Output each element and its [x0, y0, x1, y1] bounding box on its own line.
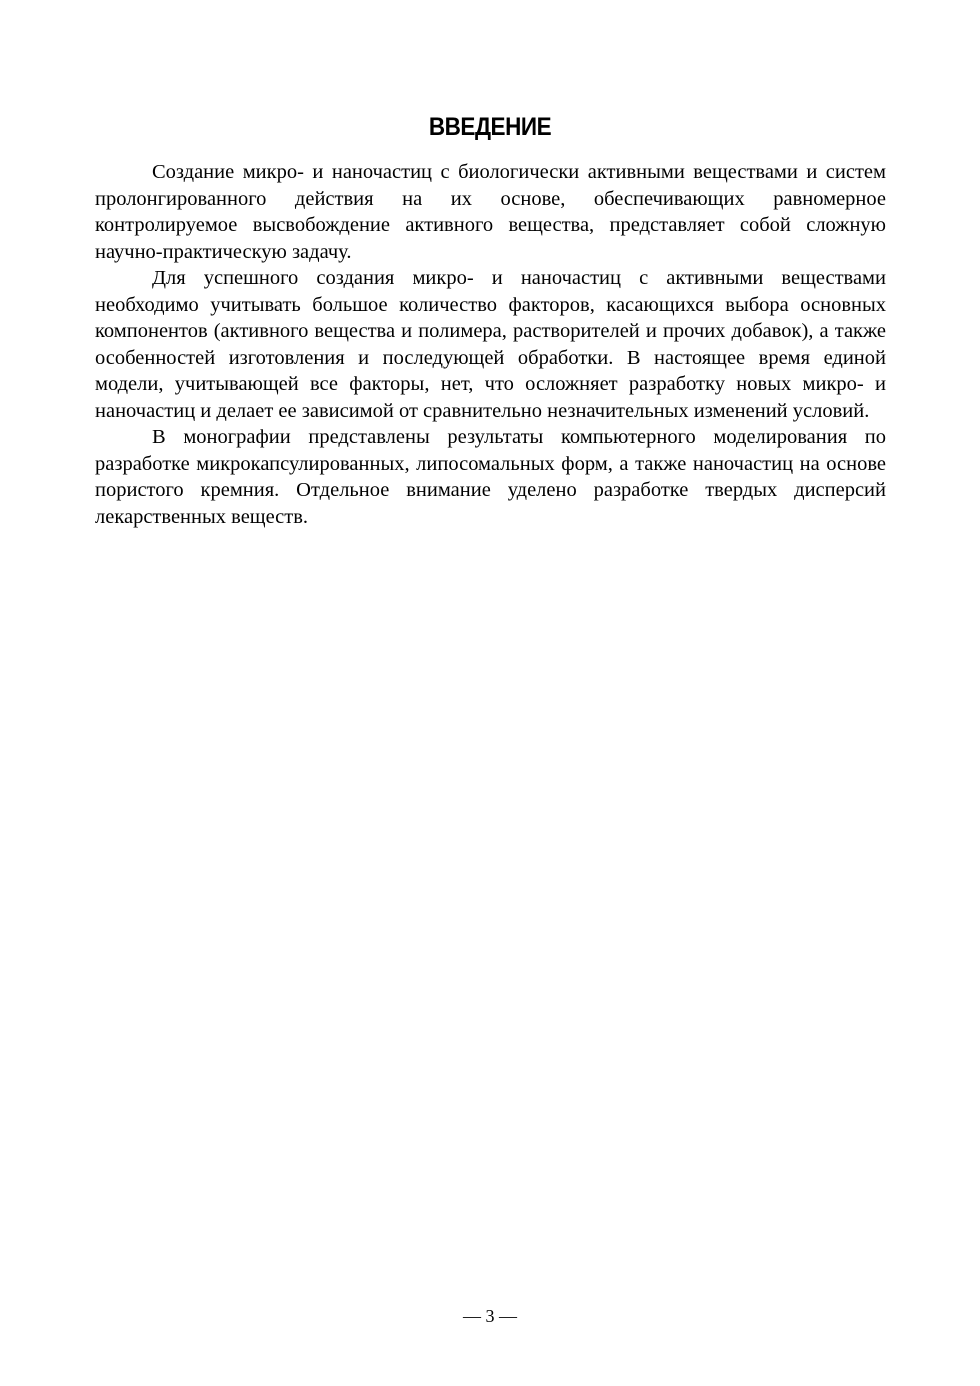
page-number: — 3 —	[463, 1306, 517, 1326]
page-title: ВВЕДЕНИЕ	[428, 112, 552, 141]
paragraph-factors: Для успешного создания микро- и наночастиц с активными веществами необходимо учитывать большое количество факторов, касающихся выбора основных компонентов (активного вещества и полимера, растворителей и прочих добавок), а также особенностей изготовления и последующей обработки. В настоящее время единой модели, учитывающей все факторы, нет, что осложняет разработку новых микро- и наночастиц и делает ее зависимой от сравнительно незначительных изменений условий.	[95, 267, 886, 422]
paragraph-intro: Создание микро- и наночастиц с биологически активными веществами и систем пролонгированного действия на их основе, обеспечивающих равномерное контролируемое высвобождение активного вещества, представляет собой сложную научно-практическую задачу.	[95, 161, 886, 263]
paragraph-monograph: В монографии представлены результаты компьютерного моделирования по разработке микрокапсулированных, липосомальных форм, а также наночастиц на основе пористого кремния. Отдельное внимание уделено разработке твердых дисперсий лекарственных веществ.	[95, 426, 886, 528]
document-body	[95, 159, 886, 530]
